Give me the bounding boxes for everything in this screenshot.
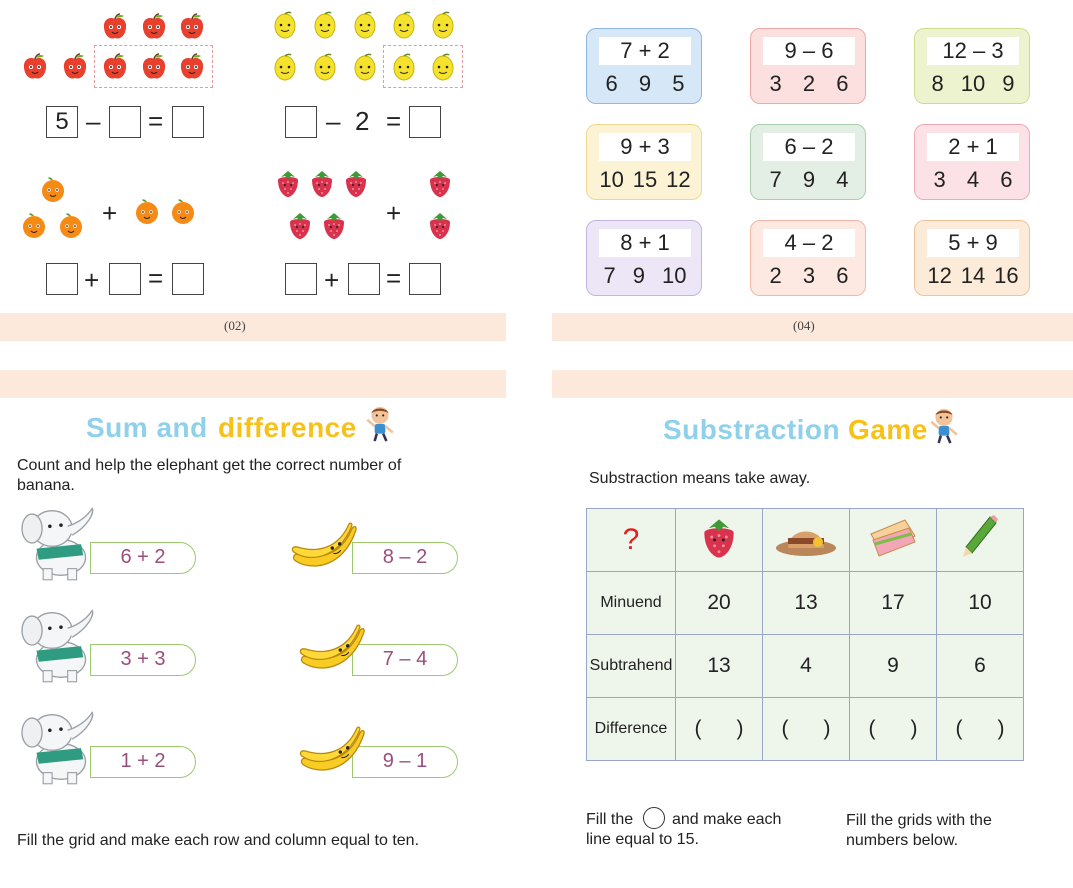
lemon-icon	[389, 52, 419, 82]
answer-box[interactable]	[109, 263, 141, 295]
page-header-band	[552, 370, 1073, 398]
answer-cell[interactable]: ( )	[763, 698, 850, 761]
strawberry-icon	[697, 513, 741, 561]
quiz-option[interactable]: 2	[769, 263, 782, 288]
hat-cell	[763, 509, 850, 572]
table-cell: 13	[763, 572, 850, 635]
quiz-question: 5 + 9	[927, 229, 1019, 257]
plus-sign: +	[102, 198, 118, 228]
equals-sign: =	[148, 106, 164, 136]
quiz-option[interactable]: 12	[666, 167, 691, 192]
quiz-option[interactable]: 6	[605, 71, 618, 96]
table-row	[587, 698, 1024, 761]
quiz-option[interactable]: 5	[672, 71, 685, 96]
lemon-icon	[350, 10, 380, 40]
quiz-option[interactable]: 9	[1002, 71, 1015, 96]
row-label: Minuend	[587, 572, 676, 635]
quiz-options	[915, 261, 1031, 291]
answer-box[interactable]	[172, 106, 204, 138]
banana-icon	[298, 720, 372, 782]
table-cell: 9	[850, 635, 937, 698]
apple-icon	[139, 52, 169, 82]
quiz-option[interactable]: 10	[662, 263, 687, 288]
quiz-question: 8 + 1	[599, 229, 691, 257]
answer-box[interactable]	[172, 263, 204, 295]
quiz-card	[914, 124, 1030, 200]
elephant-icon	[16, 504, 106, 582]
elephant-icon	[16, 606, 106, 684]
orange-icon	[168, 196, 198, 226]
pencil-icon	[960, 513, 1000, 561]
quiz-option[interactable]: 6	[836, 71, 849, 96]
hat-icon	[774, 514, 838, 560]
answer-box[interactable]	[285, 106, 317, 138]
quiz-card	[914, 220, 1030, 296]
equals-sign: =	[386, 106, 402, 136]
table-cell: 13	[676, 635, 763, 698]
lemon-icon	[310, 10, 340, 40]
footer-left-c: line equal to 15.	[586, 831, 699, 848]
quiz-option[interactable]: 16	[994, 263, 1019, 288]
plus-sign: +	[386, 198, 402, 228]
apple-icon	[100, 52, 130, 82]
footer-right: Fill the grids with the numbers below.	[846, 812, 992, 849]
quiz-card	[586, 28, 702, 104]
circle-blank-icon	[643, 807, 665, 829]
given-number: 2	[355, 106, 370, 136]
equals-sign: =	[148, 263, 164, 293]
raspberry-icon	[425, 210, 455, 240]
quiz-option[interactable]: 14	[960, 263, 986, 288]
quiz-option[interactable]: 3	[933, 167, 946, 192]
orange-icon	[38, 174, 68, 204]
quiz-option[interactable]: 9	[638, 71, 652, 96]
quiz-option[interactable]: 7	[603, 263, 616, 288]
orange-icon	[132, 196, 162, 226]
apple-icon	[20, 52, 50, 82]
strawberry-cell	[676, 509, 763, 572]
title-part-a: Substraction	[663, 414, 841, 445]
page-footer-band	[0, 313, 506, 341]
quiz-option[interactable]: 4	[966, 167, 980, 192]
quiz-option[interactable]: 7	[769, 167, 782, 192]
title-part-b: difference	[218, 412, 357, 443]
quiz-option[interactable]: 2	[802, 71, 816, 96]
quiz-option[interactable]: 3	[802, 263, 816, 288]
footer-instruction: Fill the grid and make each row and column equal to ten.	[17, 832, 420, 849]
lemon-icon	[310, 52, 340, 82]
table-cell: 17	[850, 572, 937, 635]
title-part-b: Game	[848, 414, 928, 445]
answer-cell[interactable]: ( )	[937, 698, 1024, 761]
expression-pill[interactable]: 8 – 2	[352, 542, 458, 574]
apple-icon	[139, 12, 169, 42]
answer-box[interactable]	[46, 263, 78, 295]
quiz-question: 2 + 1	[927, 133, 1019, 161]
subtraction-table	[586, 508, 1024, 761]
quiz-option[interactable]: 6	[1000, 167, 1013, 192]
raspberry-icon	[341, 168, 371, 198]
page-header-band	[0, 370, 506, 398]
answer-cell[interactable]: ( )	[850, 698, 937, 761]
sandwich-cell	[850, 509, 937, 572]
quiz-option[interactable]: 4	[836, 167, 849, 192]
apple-icon	[177, 12, 207, 42]
expression-pill[interactable]: 7 – 4	[352, 644, 458, 676]
answer-box[interactable]	[409, 106, 441, 138]
quiz-option[interactable]: 10	[960, 71, 986, 96]
quiz-options	[915, 165, 1031, 195]
footer-left-a: Fill the	[586, 811, 634, 828]
quiz-option[interactable]: 12	[927, 263, 952, 288]
quiz-option[interactable]: 8	[931, 71, 944, 96]
answer-box[interactable]	[109, 106, 141, 138]
quiz-card	[586, 124, 702, 200]
quiz-option[interactable]: 15	[632, 167, 658, 192]
quiz-card	[750, 220, 866, 296]
lemon-icon	[428, 52, 458, 82]
quiz-options	[587, 165, 703, 195]
minus-sign: –	[326, 106, 341, 136]
raspberry-icon	[273, 168, 303, 198]
expression-pill[interactable]: 3 + 3	[90, 644, 196, 676]
quiz-question: 4 – 2	[763, 229, 855, 257]
table-cell: 6	[937, 635, 1024, 698]
lemon-icon	[350, 52, 380, 82]
question-mark: ?	[587, 509, 676, 572]
orange-icon	[19, 210, 49, 240]
raspberry-icon	[425, 168, 455, 198]
footer-left-b: and make each	[672, 811, 782, 828]
expression-pill[interactable]: 6 + 2	[90, 542, 196, 574]
equals-sign: =	[386, 263, 402, 293]
quiz-question: 6 – 2	[763, 133, 855, 161]
quiz-option[interactable]: 9	[632, 263, 645, 288]
raspberry-icon	[319, 210, 349, 240]
quiz-option[interactable]: 6	[836, 263, 849, 288]
quiz-question: 9 + 3	[599, 133, 691, 161]
answer-cell[interactable]: ( )	[676, 698, 763, 761]
expression-pill[interactable]: 9 – 1	[352, 746, 458, 778]
quiz-card	[750, 124, 866, 200]
row-label: Difference	[587, 698, 676, 761]
orange-icon	[56, 210, 86, 240]
banana-icon	[290, 516, 364, 578]
quiz-question: 9 – 6	[763, 37, 855, 65]
quiz-options	[751, 261, 867, 291]
raspberry-icon	[285, 210, 315, 240]
minus-sign: –	[86, 106, 101, 136]
table-header-row	[587, 509, 1024, 572]
row-label: Subtrahend	[587, 635, 676, 698]
quiz-option[interactable]: 3	[769, 71, 782, 96]
quiz-card	[586, 220, 702, 296]
table-cell: 10	[937, 572, 1024, 635]
kid-mascot-icon	[364, 404, 396, 444]
expression-pill[interactable]: 1 + 2	[90, 746, 196, 778]
quiz-options	[751, 165, 867, 195]
quiz-options	[751, 69, 867, 99]
page-number: (04)	[793, 318, 815, 333]
instruction-text: Count and help the elephant get the correct number of banana.	[17, 457, 402, 494]
apple-icon	[60, 52, 90, 82]
answer-box[interactable]	[409, 263, 441, 295]
table-row	[587, 635, 1024, 698]
quiz-option[interactable]: 10	[599, 167, 624, 192]
kid-mascot-icon	[928, 406, 960, 446]
quiz-question: 7 + 2	[599, 37, 691, 65]
quiz-options	[587, 69, 703, 99]
quiz-options	[915, 69, 1031, 99]
lemon-icon	[270, 52, 300, 82]
apple-icon	[177, 52, 207, 82]
table-row	[587, 572, 1024, 635]
title-part-a: Sum and	[86, 412, 208, 443]
apple-icon	[100, 12, 130, 42]
sandwich-icon	[865, 514, 921, 560]
table-cell: 4	[763, 635, 850, 698]
quiz-card	[750, 28, 866, 104]
quiz-card	[914, 28, 1030, 104]
banana-icon	[298, 618, 372, 680]
lemon-icon	[428, 10, 458, 40]
answer-box[interactable]: 5	[46, 106, 78, 138]
answer-box[interactable]	[285, 263, 317, 295]
quiz-option[interactable]: 9	[802, 167, 816, 192]
raspberry-icon	[307, 168, 337, 198]
pencil-cell	[937, 509, 1024, 572]
lemon-icon	[389, 10, 419, 40]
table-cell: 20	[676, 572, 763, 635]
page-number: (02)	[224, 318, 246, 333]
plus-sign: +	[84, 265, 100, 295]
lemon-icon	[270, 10, 300, 40]
plus-sign: +	[324, 265, 340, 295]
quiz-options	[587, 261, 703, 291]
elephant-icon	[16, 708, 106, 786]
quiz-question: 12 – 3	[927, 37, 1019, 65]
intro-text: Substraction means take away.	[589, 470, 811, 487]
answer-box[interactable]	[348, 263, 380, 295]
